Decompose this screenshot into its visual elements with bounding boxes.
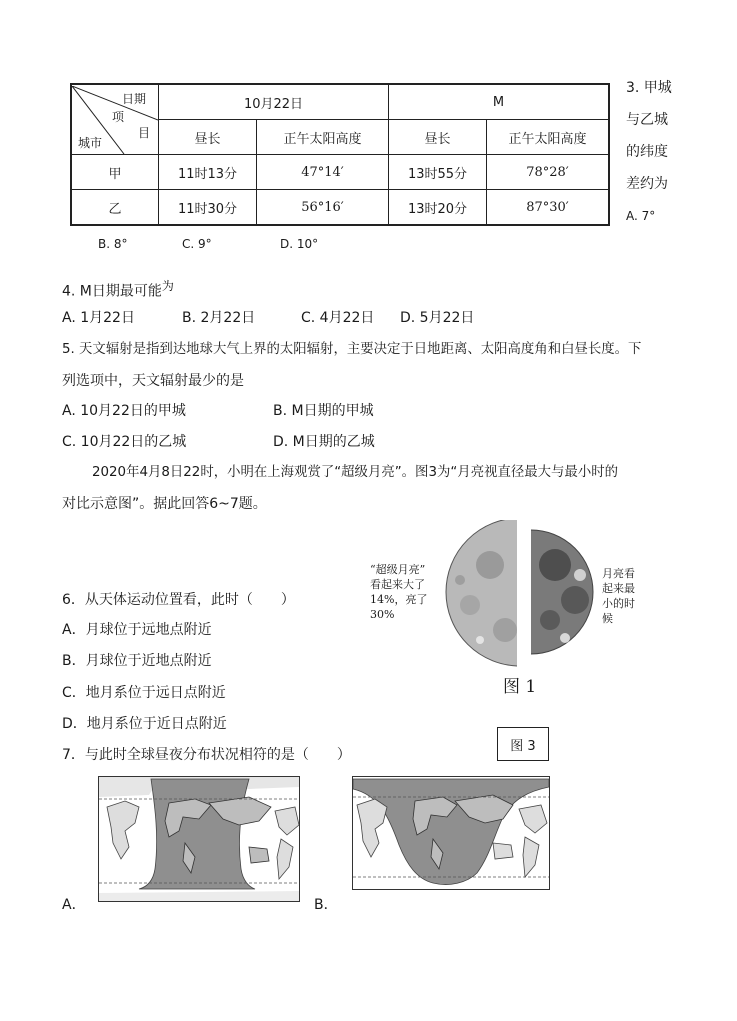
data-table [70,83,610,226]
q3-option-c: C. 9° [182,237,212,251]
q6-option-b: B．月球位于近地点附近 [62,653,212,669]
row-daylength-2: 13时55分 [389,155,487,190]
fig3-label: 图 3 [510,738,536,754]
row-daylength-2: 13时20分 [389,190,487,226]
super-moon-caption [370,562,427,622]
world-map-b [353,777,549,889]
caption-line: 14%，亮了 [370,593,428,606]
q3-stem-line: 的纬度 [626,144,668,160]
q3-option-b: B. 8° [98,237,128,251]
table-row [71,155,609,190]
caption-line: 起来最 [602,582,635,595]
q4-option-c: C. 4月22日 [301,310,375,326]
q4-option-d: D. 5月22日 [400,310,475,326]
small-moon-caption [602,566,635,626]
q5-option-a: A. 10月22日的甲城 [62,403,186,419]
row-noonsun-2: 78°28′ [487,155,610,190]
q6-stem: 6．从天体运动位置看，此时（ ） [62,592,295,608]
caption-line: 候 [602,612,613,625]
q5-option-b: B. M日期的甲城 [273,403,374,419]
fig1-label: 图 1 [503,677,537,697]
q6-option-d: D．地月系位于近日点附近 [62,716,227,732]
q4-stem-text: 4. M日期最可能 [62,283,162,300]
row-daylength-1: 11时30分 [159,190,257,226]
corner-date-label: 日期 [122,91,147,106]
q4-stem-tail: 为 [161,279,174,293]
world-map-a [99,777,299,901]
col-daylength-1: 昼长 [159,120,257,155]
table-corner-cell [71,84,159,155]
row-city: 甲 [71,155,159,190]
caption-line: 月亮看 [602,567,635,580]
q6-option-a: A．月球位于远地点附近 [62,622,212,638]
corner-item-label-bottom: 目 [138,125,151,140]
map-option-b [352,776,550,890]
date1-header: 10月22日 [159,84,389,120]
intro-line1: 2020年4月8日22时，小明在上海观赏了“超级月亮”。图3为“月亮视直径最大与最小时的 [92,465,618,480]
q3-option-a: A. 7° [626,209,656,223]
q5-option-c: C. 10月22日的乙城 [62,434,187,450]
date2-header: M [389,84,610,120]
row-noonsun-2: 87°30′ [487,190,610,226]
row-daylength-1: 11时13分 [159,155,257,190]
row-city: 乙 [71,190,159,226]
q5-stem-line1: 5. 天文辐射是指到达地球大气上界的太阳辐射，主要决定于日地距离、太阳高度角和白昼长度。下 [62,342,642,357]
night-area [139,779,255,889]
q3-stem-line: 与乙城 [626,112,668,128]
fig3-label-box [497,727,549,761]
q3-stem-line: 3. 甲城 [626,80,672,96]
intro-line2: 对比示意图”。据此回答6~7题。 [62,496,267,512]
q7-option-b-label: B． [314,897,338,913]
caption-line: 小的时 [602,597,635,610]
col-noonsun-1: 正午太阳高度 [257,120,389,155]
corner-city-label: 城市 [78,135,103,150]
q3-stem-line: 差约为 [626,176,668,192]
row-noonsun-1: 47°14′ [257,155,389,190]
night-area [353,779,549,885]
caption-line: “超级月亮” [370,563,426,576]
q4-stem [62,276,174,302]
q7-option-a-label: A． [62,897,86,913]
table-row [71,190,609,226]
col-daylength-2: 昼长 [389,120,487,155]
q5-stem-line2: 列选项中，天文辐射最少的是 [62,373,244,389]
moon-figure [360,520,690,700]
q4-option-a: A. 1月22日 [62,310,135,326]
q4-option-b: B. 2月22日 [182,310,256,326]
q6-option-c: C．地月系位于远日点附近 [62,685,226,701]
caption-line: 看起来大了 [370,578,425,591]
col-noonsun-2: 正午太阳高度 [487,120,610,155]
q7-stem: 7．与此时全球昼夜分布状况相符的是（ ） [62,747,351,763]
q5-option-d: D. M日期的乙城 [273,434,375,450]
caption-line: 30% [370,608,395,621]
row-noonsun-1: 56°16′ [257,190,389,226]
corner-item-label-top: 项 [112,109,125,124]
map-option-a [98,776,300,902]
q3-option-d: D. 10° [280,237,319,251]
